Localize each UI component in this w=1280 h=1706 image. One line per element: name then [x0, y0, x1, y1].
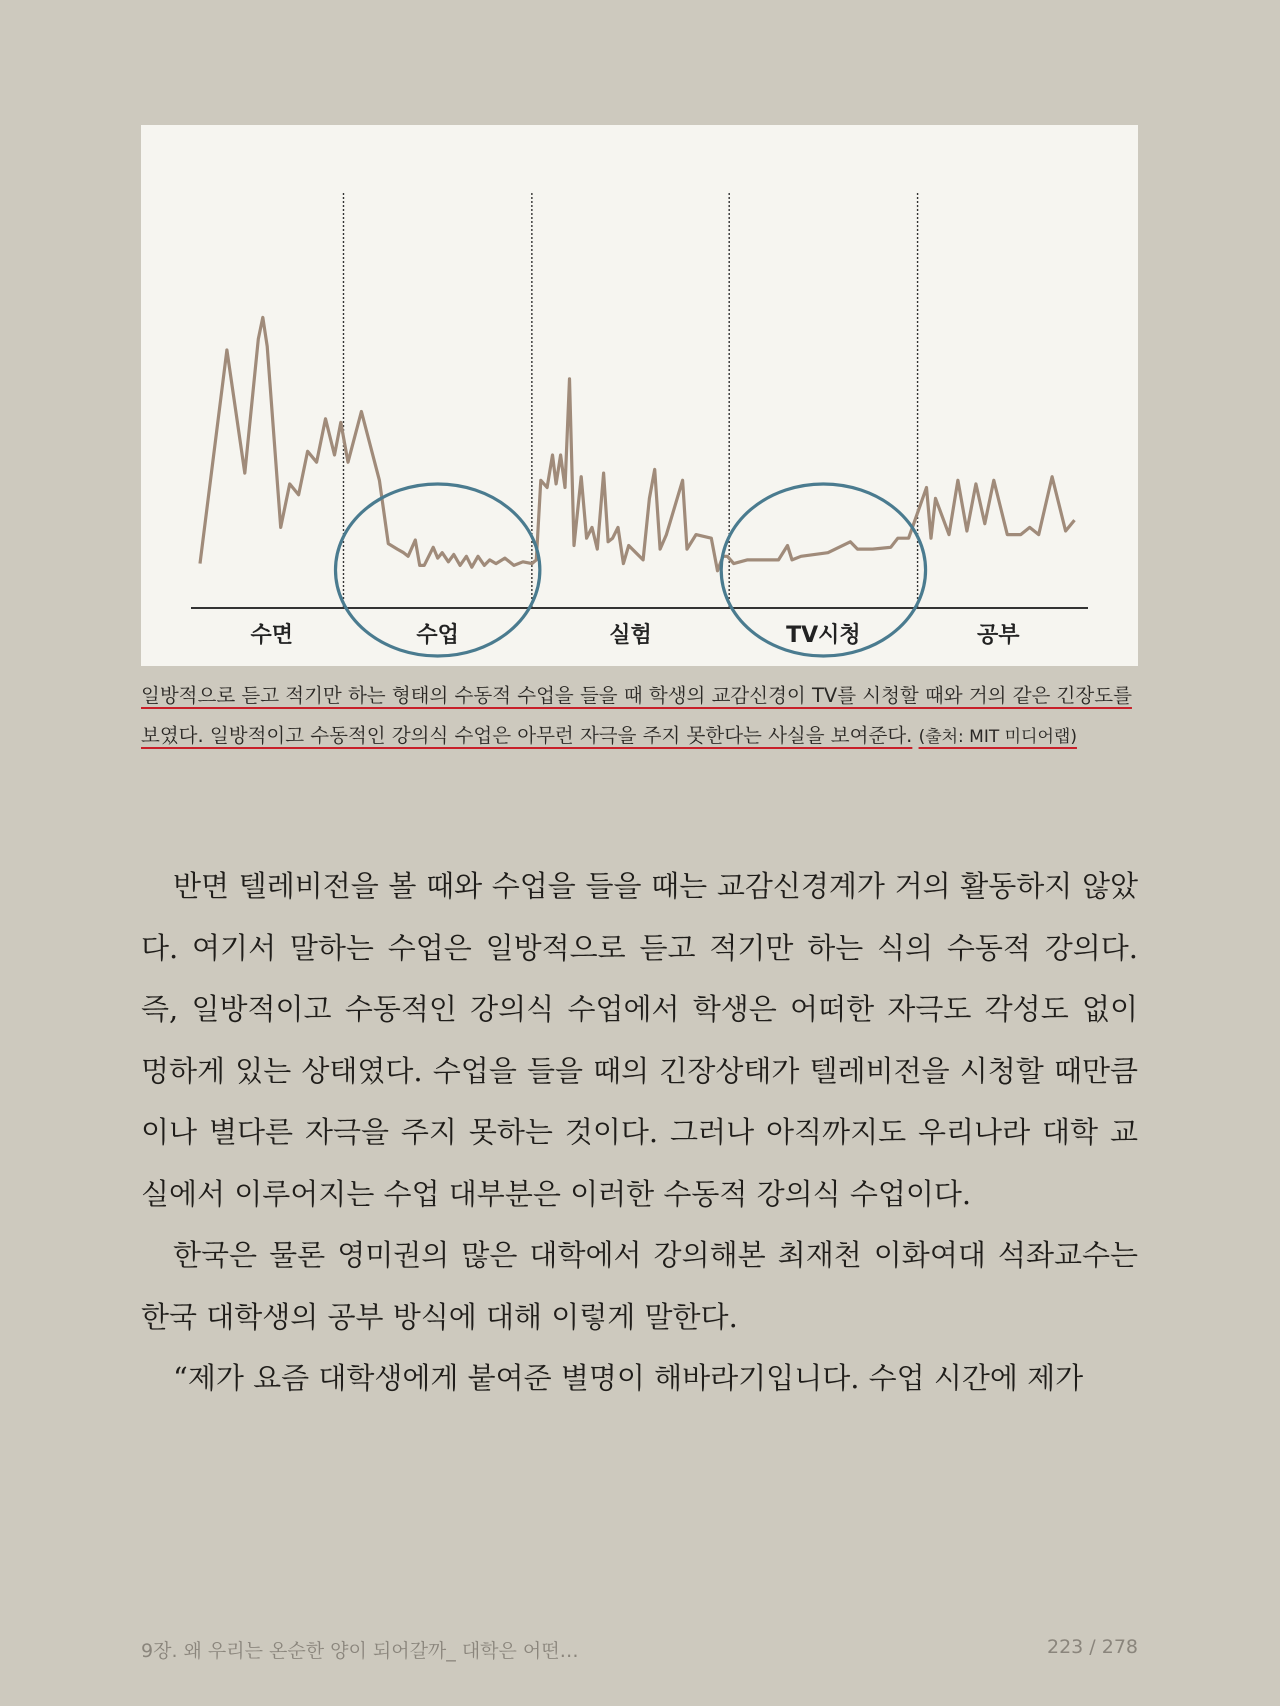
page-number: 223 / 278 [1046, 1636, 1138, 1658]
paragraph: 반면 텔레비전을 볼 때와 수업을 들을 때는 교감신경계가 거의 활동하지 않았다. 여기서 말하는 수업은 일방적으로 듣고 적기만 하는 식의 수동적 강의다. 즉, 일방적이고 수동적인 강의식 수업에서 학생은 어떠한 자극도 각성도 없이 멍하게 있는 상태였다. 수업을 들을 때의 긴장상태가 텔레비전을 시청할 때만큼이나 별다른 자극을 주지 못하는 것이다. 그러나 아직까지도 우리나라 대학 교실에서 이루어지는 수업 대부분은 이러한 수동적 강의식 수업이다. [141, 869, 1138, 1211]
segment-label: 실험 [609, 623, 652, 648]
series-line [200, 317, 1075, 570]
segment-label: TV시청 [786, 623, 861, 648]
chapter-title: 9장. 왜 우리는 온순한 양이 되어갈까_ 대학은 어떤… [141, 1640, 579, 1662]
caption-text: 일방적으로 듣고 적기만 하는 형태의 수동적 수업을 들을 때 학생의 교감신경이 TV를 시청할 때와 거의 같은 긴장도를 보였다. 일방적이고 수동적인 강의식 수업은 아무런 자극을 주지 못한다는 사실을 보여준다. [141, 684, 1132, 747]
segment-label: 수면 [250, 623, 293, 648]
segment-label: 공부 [977, 623, 1020, 648]
paragraph: 한국은 물론 영미권의 많은 대학에서 강의해본 최재천 이화여대 석좌교수는 한국 대학생의 공부 방식에 대해 이렇게 말한다. [141, 1238, 1138, 1334]
caption-source: (출처: MIT 미디어랩) [918, 727, 1077, 747]
body-text [141, 856, 1138, 1410]
sympathetic-activity-chart [141, 125, 1138, 666]
figure-caption [141, 676, 1138, 757]
paragraph: “제가 요즘 대학생에게 붙여준 별명이 해바라기입니다. 수업 시간에 제가 [173, 1361, 1084, 1395]
figure-chart [141, 125, 1138, 666]
segment-label: 수업 [416, 623, 459, 648]
